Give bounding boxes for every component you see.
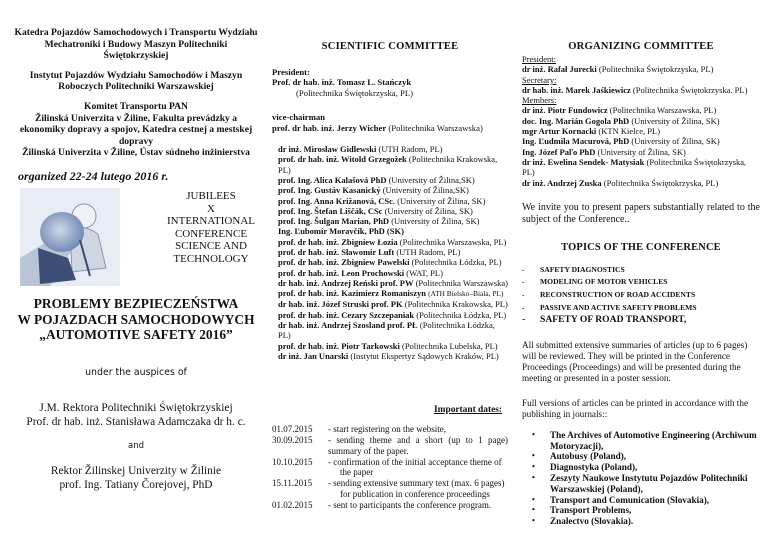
jubilee-line: INTERNATIONAL	[167, 215, 255, 228]
date-row: 30.09.2015 - sending theme and a short (up to 1 page) summary of the paper.	[272, 435, 508, 456]
journal-item: • The Archives of Automotive Engineering (Archiwum Motoryzacji),	[532, 429, 757, 451]
jubilee-line: X	[207, 202, 215, 215]
topic-item: - MODELING OF MOTOR VEHICLES	[522, 277, 668, 287]
jubilee-line: SCIENCE AND	[175, 240, 247, 253]
jubilee-line: TECHNOLOGY	[173, 252, 249, 265]
journal-item: • Transport and Comunication (Slovakia),	[532, 494, 710, 505]
vice-affiliation: (Politechnika Warszawska)	[388, 122, 483, 133]
conference-title	[12, 296, 260, 343]
topic-item: - SAFETY DIAGNOSTICS	[522, 264, 625, 274]
member-row: dr inż. Jan Unarski (Instytut Ekspertyz Sądowych Kraków, PL)	[278, 350, 499, 361]
member-row: prof. dr hab. inż. Sławomir Luft (UTH Radom, PL)	[278, 247, 461, 257]
scientific-vice-chairman	[272, 112, 508, 133]
member-row: Ing. Ľubomír Moravčík, PhD (SK)	[278, 226, 404, 237]
scientific-members-list	[272, 144, 508, 361]
org-member-row: Ing. Ľudmila Macurová, PhD (University of Žilina, SK)	[522, 136, 720, 147]
patron-2	[12, 465, 260, 493]
title-line-2: W POJAZDACH SAMOCHODOWYCH	[17, 311, 255, 327]
member-row: prof. dr hab. inż. Kazimierz Romaniszyn (ATH Bielsko–Biała, PL)	[278, 288, 504, 299]
member-row: dr hab. inż. Andrzej Szosland prof. PŁ (Politechnika Łódzka, PL)	[278, 320, 495, 341]
member-row: dr hab. inż. Andrzej Reński prof. PW (Politechnika Warszawska)	[278, 277, 508, 288]
patron-1-name: Prof. dr hab. inż. Stanisława Adamczaka dr h. c.	[26, 415, 246, 428]
organizing-committee-list	[522, 54, 760, 188]
jubilee-text	[162, 190, 260, 266]
organizer-pan: Komitet Transportu PAN	[84, 100, 188, 112]
date-row: 01.07.2015 - start registering on the website,	[272, 424, 446, 435]
org-president-row: dr inż. Rafał Jurecki (Politechnika Świętokrzyska, PL)	[522, 64, 714, 75]
conference-date: organized 22-24 lutego 2016 r.	[18, 168, 169, 183]
date-row: 01.02.2015 - sent to participants the conference program.	[272, 499, 492, 510]
full-versions-text: Full versions of articles can be printed in accordance with the publishing in journals::	[522, 397, 749, 419]
member-row: prof. dr hab. inż. Witold Grzegożek (Politechnika Krakowska, PL)	[278, 154, 498, 175]
vice-name: prof. dr hab. inż. Jerzy Wicher	[272, 122, 387, 133]
journal-item: • Autobusy (Poland),	[532, 451, 627, 462]
member-row: prof. Ing. Gustáv Kasanický (University of Žilina,SK)	[278, 185, 469, 196]
date-row: 10.10.2015 - confirmation of the initial acceptance theme of the paper	[272, 456, 502, 478]
auspices-label: under the auspices of	[85, 366, 187, 378]
org-president-label: President:	[522, 54, 556, 64]
org-member-row: mgr Artur Kornacki (KTN Kielce, PL)	[522, 126, 661, 137]
member-row: prof. dr hab. inż. Leon Prochowski (WAT, PL)	[278, 267, 443, 278]
patron-1-title: J.M. Rektora Politechniki Świętokrzyskiej	[39, 401, 233, 414]
summary-review-text: All submitted extensive summaries of articles (up to 6 pages) will be reviewed. They will be printed in the Conference Proceedings (Proceedings) and will be presented during the meeting or presented in a poster session.	[522, 339, 748, 383]
member-row: prof. Ing. Alica Kalašová PhD (University of Žilina,SK)	[278, 174, 475, 185]
important-dates-list	[272, 424, 508, 510]
org-member-row: dr inż. Andrzej Zuska (Politechnika Świętokrzyska, PL)	[522, 177, 719, 188]
member-row: prof. Ing. Štefan Liščák, CSc (University of Žilina, SK)	[278, 205, 473, 216]
member-row: dr hab. inż. Józef Struski prof. PK (Politechnika Krakowska, PL)	[278, 299, 508, 310]
president-affiliation: (Politechnika Świętokrzyska, PL)	[296, 87, 414, 98]
journal-item: • Zeszyty Naukowe Instytutu Pojazdów Politechniki Warszawskiej (Poland),	[532, 473, 748, 494]
president-name: Prof. dr hab. inż. Tomasz L. Stańczyk	[272, 77, 412, 88]
patron-2-name: prof. Ing. Tatiany Čorejovej, PhD	[59, 479, 213, 492]
date-row: 15.11.2015 - sending extensive summary text (max. 6 pages) for publication in conference proceedings	[272, 478, 505, 500]
topics-list	[522, 264, 760, 327]
org-member-row: doc. Ing. Marián Gogola PhD (University of Žilina, SK)	[522, 115, 720, 126]
organizer-zilina-institute: Žilinská Univerzita v Žiline, Ústav súdneho inžinierstva	[22, 147, 250, 159]
journal-item: • Diagnostyka (Poland),	[532, 462, 638, 473]
driver-airbag-illustration	[20, 188, 120, 286]
organizing-committee-heading: ORGANIZING COMMITTEE	[568, 41, 714, 52]
jubilee-block	[12, 188, 260, 288]
member-row: prof. dr hab. inż. Cezary Szczepaniak (Politechnika Łódzka, PL)	[278, 309, 507, 320]
president-label: President:	[272, 67, 310, 77]
important-dates-heading: Important dates:	[434, 405, 502, 416]
member-row: prof. Ing. Anna Križanová, CSc. (University of Žilina, SK)	[278, 195, 486, 206]
scientific-committee-heading: SCIENTIFIC COMMITTEE	[321, 41, 459, 52]
org-secretary-label: Secretary:	[522, 74, 557, 85]
jubilee-line: JUBILEES	[186, 189, 236, 202]
member-row: prof. dr hab. inż. Piotr Tarkowski (Politechnika Lubelska, PL)	[278, 340, 498, 351]
member-row: prof. Ing. Šulgan Marian, PhD (University of Žilina, SK)	[278, 216, 480, 227]
title-line-3: „AUTOMOTIVE SAFETY 2016”	[39, 327, 233, 343]
journals-list	[522, 430, 760, 527]
jubilee-line: CONFERENCE	[174, 227, 248, 240]
organizer-zilina-faculty: Žilinská Univerzita v Žiline, Fakulta prevádzky a ekonomiky dopravy a spojov, Katedra cestnej a mestskej dopravy	[19, 112, 253, 147]
org-secretary-row: dr hab. inż. Marek Jaśkiewicz (Politechnika Świętokrzyska. PL)	[522, 84, 748, 95]
patron-2-title: Rektor Žilinskej Univerzity w Žilinie	[50, 465, 222, 478]
invitation-text: We invite you to present papers substantially related to the subject of the Conference..	[522, 201, 760, 225]
org-member-row: Ing. Józef Paľo PhD (University of Žilina, SK)	[522, 146, 686, 157]
journal-item: • Transport Problems,	[532, 505, 632, 516]
patron-1	[12, 402, 260, 430]
right-column	[522, 0, 760, 527]
topic-item: - RECONSTRUCTION OF ROAD ACCIDENTS	[522, 290, 696, 300]
topic-item: - PASSIVE AND ACTIVE SAFETY PROBLEMS	[522, 302, 697, 312]
journal-item: • Znalectvo (Slovakia).	[532, 516, 634, 527]
and-label: and	[128, 441, 144, 452]
org-member-row: dr inż. Piotr Fundowicz (Politechnika Warszawska, PL)	[522, 105, 717, 116]
title-line-1: PROBLEMY BEZPIECZEŃSTWA	[33, 295, 239, 311]
organizer-kielce: Katedra Pojazdów Samochodowych i Transportu Wydziału Mechatroniki i Budowy Maszyn Politechniki Świętokrzyskiej	[14, 27, 258, 62]
scientific-president	[272, 67, 508, 98]
member-row: dr inż. Mirosław Gidlewski (UTH Radom, PL)	[278, 144, 443, 155]
middle-column	[272, 0, 508, 511]
topic-item: - SAFETY OF ROAD TRANSPORT,	[522, 314, 687, 326]
organizer-warsaw: Instytut Pojazdów Wydziału Samochodów i Maszyn Roboczych Politechniki Warszawskiej	[29, 69, 243, 93]
left-column	[12, 0, 260, 493]
member-row: prof. dr hab. inż. Zbigniew Łozia (Politechnika Warszawska, PL)	[278, 236, 507, 247]
org-member-row: dr inż. Ewelina Sendek- Matysiak (Politechnika Świętokrzyska, PL)	[522, 156, 747, 178]
topics-heading: TOPICS OF THE CONFERENCE	[561, 241, 721, 253]
member-row: prof. dr hab. inż. Zbigniew Pawelski (Politechnika Łódzka, PL)	[278, 257, 502, 268]
org-members-label: Members:	[522, 95, 557, 106]
vice-label: vice-chairman	[272, 112, 326, 123]
